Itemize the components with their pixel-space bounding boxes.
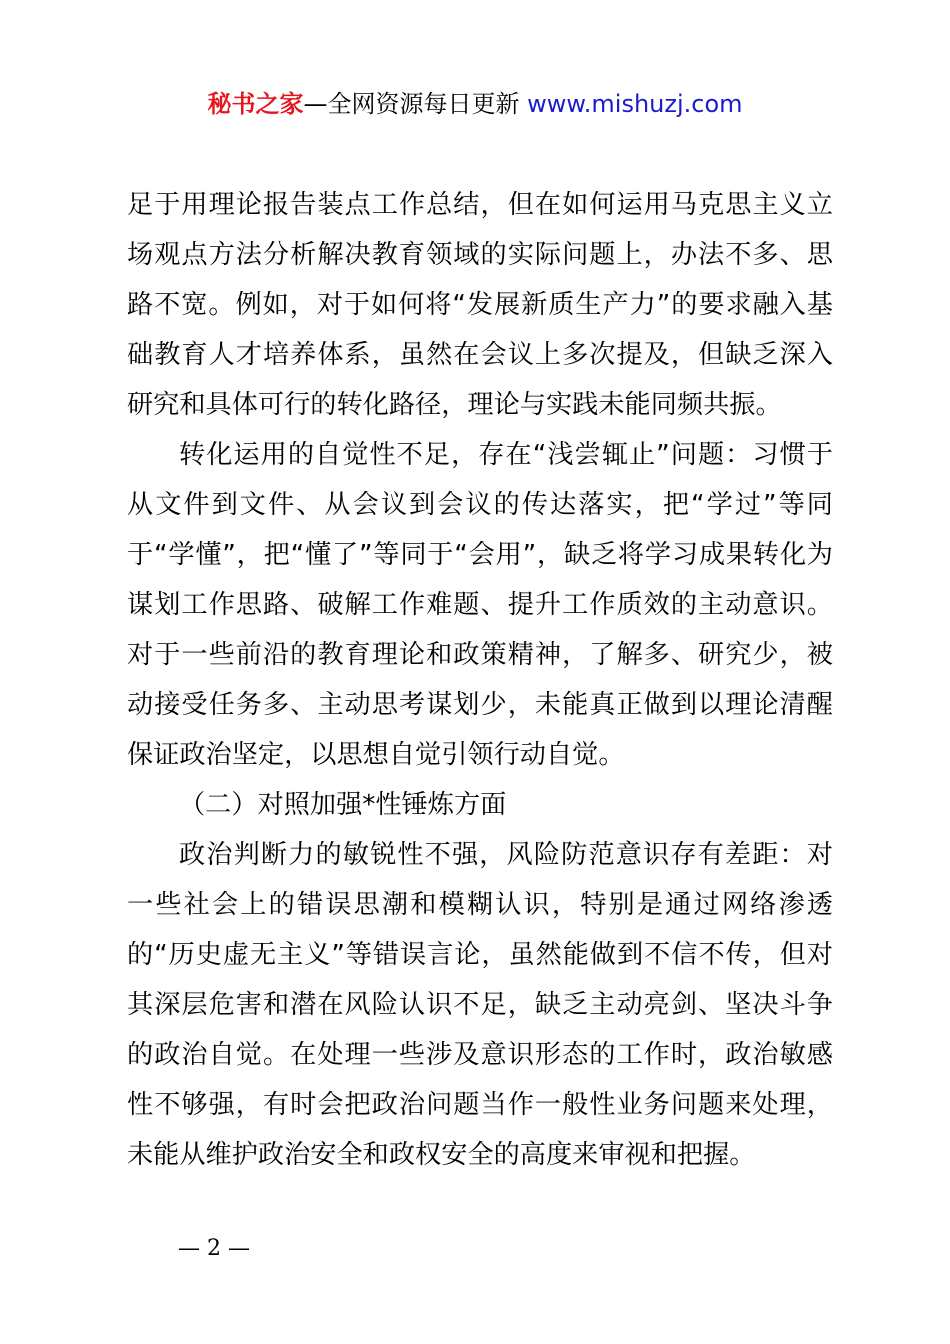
site-banner	[0, 86, 950, 122]
banner-slogan: —全网资源每日更新	[303, 90, 520, 118]
page-number: — 2 —	[178, 1236, 250, 1261]
brand-name: 秘书之家	[207, 90, 304, 118]
paragraph-transformation: 转化运用的自觉性不足，存在“浅尝辄止”问题：习惯于从文件到文件、从会议到会议的传达落实，把“学过”等同于“学懂”，把“懂了”等同于“会用”，缺乏将学习成果转化为谋划工作思路、破解工作难题、提升工作质效的主动意识。对于一些前沿的教育理论和政策精神，了解多、研究少，被动接受任务多、主动思考谋划少，未能真正做到以理论清醒保证政治坚定，以思想自觉引领行动自觉。	[127, 440, 833, 770]
document-body	[127, 180, 833, 1180]
paragraph-political-judgment: 政治判断力的敏锐性不强，风险防范意识存有差距：对一些社会上的错误思潮和模糊认识，特别是通过网络渗透的“历史虚无主义”等错误言论，虽然能做到不信不传，但对其深层危害和潜在风险认识不足，缺乏主动亮剑、坚决斗争的政治自觉。在处理一些涉及意识形态的工作时，政治敏感性不够强，有时会把政治问题当作一般性业务问题来处理，未能从维护政治安全和政权安全的高度来审视和把握。	[127, 840, 833, 1170]
paragraph-continuation: 足于用理论报告装点工作总结，但在如何运用马克思主义立场观点方法分析解决教育领域的实际问题上，办法不多、思路不宽。例如，对于如何将“发展新质生产力”的要求融入基础教育人才培养体系，虽然在会议上多次提及，但缺乏深入研究和具体可行的转化路径，理论与实践未能同频共振。	[127, 190, 833, 420]
site-url: www.mishuzj.com	[519, 90, 743, 118]
section-heading: （二）对照加强*性锤炼方面	[179, 790, 507, 820]
